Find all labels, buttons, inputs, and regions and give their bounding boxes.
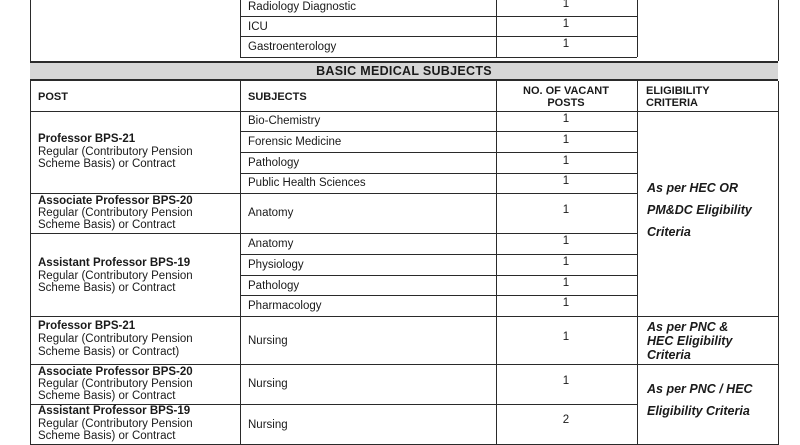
post-title: Professor BPS-21 — [38, 320, 136, 332]
post-terms-line1: Regular (Contributory Pension — [38, 418, 193, 430]
vacant-cell: 1 — [562, 134, 570, 146]
subject-cell: Pathology — [248, 280, 300, 292]
header-subjects: SUBJECTS — [248, 91, 307, 103]
header-post: POST — [38, 91, 68, 103]
subject-cell: Bio-Chemistry — [248, 115, 321, 127]
vacant-cell: 1 — [562, 297, 570, 309]
vacant-cell: 1 — [562, 256, 570, 268]
top-row-vacant: 1 — [562, 38, 570, 50]
post-terms-line2: Scheme Basis) or Contract — [38, 158, 176, 170]
top-row-subject: ICU — [248, 21, 268, 33]
vacant-cell: 1 — [562, 235, 570, 247]
header-vacant-line2: POSTS — [547, 97, 585, 109]
subject-cell: Nursing — [248, 335, 288, 347]
vacant-cell: 1 — [562, 204, 570, 216]
header-eligibility-line1: ELIGIBILITY — [646, 85, 710, 97]
post-terms-line1: Regular (Contributory Pension — [38, 333, 193, 345]
post-title: Assistant Professor BPS-19 — [38, 257, 191, 269]
eligibility-line: As per PNC / HEC — [647, 382, 753, 396]
vacant-cell: 2 — [562, 414, 570, 426]
post-title: Associate Professor BPS-20 — [38, 195, 193, 207]
top-row-subject: Gastroenterology — [248, 41, 337, 53]
subject-cell: Nursing — [248, 419, 288, 431]
post-terms-line1: Regular (Contributory Pension — [38, 378, 193, 390]
vacant-cell: 1 — [562, 375, 570, 387]
post-title: Professor BPS-21 — [38, 133, 136, 145]
subject-cell: Forensic Medicine — [248, 136, 342, 148]
post-terms-line2: Scheme Basis) or Contract — [38, 430, 176, 442]
post-terms-line2: Scheme Basis) or Contract — [38, 390, 176, 402]
subject-cell: Public Health Sciences — [248, 177, 366, 189]
eligibility-line: Criteria — [647, 348, 691, 362]
vacant-cell: 1 — [562, 331, 570, 343]
header-vacant-line1: NO. OF VACANT — [523, 85, 609, 97]
post-terms-line2: Scheme Basis) or Contract — [38, 219, 176, 231]
post-terms-line1: Regular (Contributory Pension — [38, 146, 193, 158]
subject-cell: Anatomy — [248, 238, 294, 250]
post-terms-line2: Scheme Basis) or Contract — [38, 282, 176, 294]
header-eligibility-line2: CRITERIA — [646, 97, 698, 109]
eligibility-line: PM&DC Eligibility — [647, 203, 752, 217]
post-title: Assistant Professor BPS-19 — [38, 405, 191, 417]
subject-cell: Pathology — [248, 157, 300, 169]
vacant-cell: 1 — [562, 113, 570, 125]
top-row-vacant: 1 — [562, 0, 570, 10]
post-terms-line1: Regular (Contributory Pension — [38, 270, 193, 282]
vacant-cell: 1 — [562, 175, 570, 187]
eligibility-line: HEC Eligibility — [647, 334, 733, 348]
top-row-vacant: 1 — [562, 18, 570, 30]
vacant-cell: 1 — [562, 155, 570, 167]
subject-cell: Nursing — [248, 378, 288, 390]
eligibility-line: As per PNC & — [647, 320, 729, 334]
eligibility-line: As per HEC OR — [647, 181, 738, 195]
eligibility-line: Eligibility Criteria — [647, 404, 750, 418]
post-terms-line1: Regular (Contributory Pension — [38, 207, 193, 219]
eligibility-line: Criteria — [647, 225, 691, 239]
vacant-cell: 1 — [562, 277, 570, 289]
subject-cell: Pharmacology — [248, 300, 322, 312]
subject-cell: Physiology — [248, 259, 304, 271]
post-terms-line2: Scheme Basis) or Contract) — [38, 346, 180, 358]
subject-cell: Anatomy — [248, 207, 294, 219]
section-title: BASIC MEDICAL SUBJECTS — [316, 64, 492, 78]
post-title: Associate Professor BPS-20 — [38, 366, 193, 378]
top-row-subject: Radiology Diagnostic — [248, 1, 357, 13]
